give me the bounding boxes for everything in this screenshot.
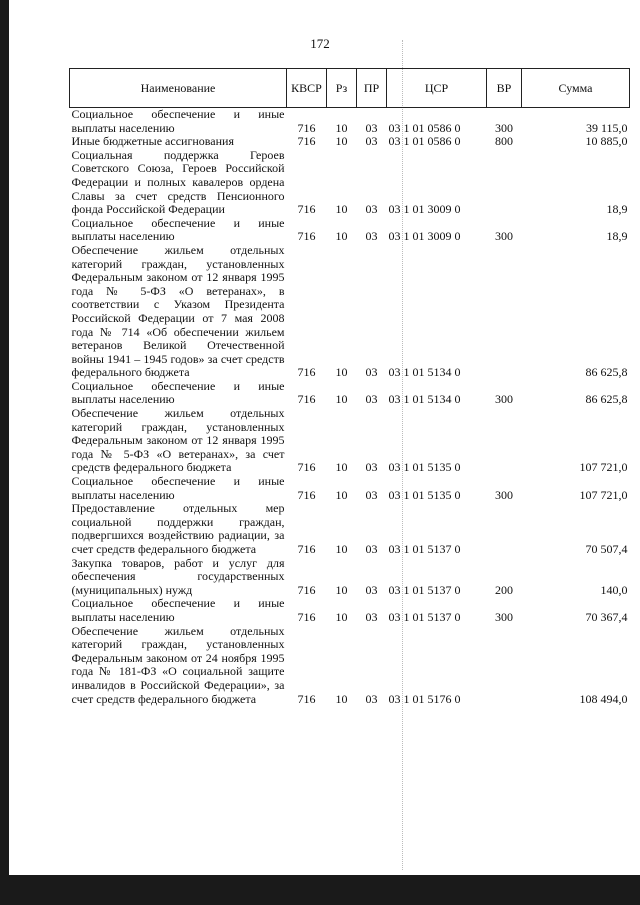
row-sum: 18,9 <box>606 202 628 217</box>
row-csr: 03 1 01 5176 0 <box>388 691 461 706</box>
table-row <box>70 244 630 380</box>
row-name: Социальное обеспечение и иные выплаты населению <box>71 378 285 407</box>
scan-bottom-border <box>0 875 640 905</box>
row-kvsr: 716 <box>297 392 316 407</box>
row-kvsr: 716 <box>297 582 316 597</box>
row-sum: 107 721,0 <box>579 487 628 502</box>
table-row <box>70 135 630 149</box>
row-csr: 03 1 01 5134 0 <box>388 365 461 380</box>
table-row <box>70 108 630 136</box>
row-csr: 03 1 01 5135 0 <box>388 487 461 502</box>
row-csr: 03 1 01 5137 0 <box>388 582 461 597</box>
row-vr <box>487 244 522 380</box>
row-csr: 03 1 01 5137 0 <box>388 542 461 556</box>
row-vr: 300 <box>495 229 513 244</box>
row-rz: 10 <box>335 460 348 475</box>
row-pr: 03 <box>365 392 378 407</box>
header-vr: ВР <box>487 69 522 108</box>
row-vr: 300 <box>495 392 513 407</box>
row-kvsr: 716 <box>297 202 316 217</box>
row-rz: 10 <box>335 134 348 149</box>
table-row <box>70 217 630 244</box>
row-rz: 10 <box>335 392 348 407</box>
row-csr: 03 1 01 3009 0 <box>388 202 461 217</box>
row-rz: 10 <box>335 202 348 217</box>
row-name: Социальная поддержка Героев Советского Союза, Героев Российской Федерации и полных кавалеров ордена Славы за счет средств Пенсионного фонда Российской Федерации <box>71 147 285 217</box>
row-pr: 03 <box>365 202 378 217</box>
header-pr: ПР <box>357 69 387 108</box>
row-vr: 200 <box>495 582 513 597</box>
row-pr: 03 <box>365 460 378 475</box>
table-row <box>70 502 630 556</box>
row-kvsr: 716 <box>297 229 316 244</box>
row-csr: 03 1 01 5135 0 <box>388 460 461 475</box>
header-csr: ЦСР <box>387 69 487 108</box>
row-rz: 10 <box>335 609 348 624</box>
row-name: Обеспечение жильем отдельных категорий граждан, установленных Федеральным законом от 12 января 1995 года № 5-ФЗ «О ветеранах», в соответствии с Указом Президента Российской Федерации от 7 мая 2008 года № 714 «Об обеспечении жильем ветеранов Великой Отечественной войны 1941 – 1945 годов» за счет средств федерального бюджета <box>71 242 285 380</box>
row-rz: 10 <box>335 691 348 706</box>
table-row <box>70 149 630 217</box>
row-kvsr: 716 <box>297 460 316 475</box>
row-kvsr: 716 <box>297 134 316 149</box>
row-sum: 108 494,0 <box>579 691 628 706</box>
row-sum: 86 625,8 <box>585 365 628 380</box>
table-row <box>70 475 630 502</box>
header-name: Наименование <box>70 69 287 108</box>
row-sum: 140,0 <box>600 582 628 597</box>
row-kvsr: 716 <box>297 609 316 624</box>
row-name: Обеспечение жильем отдельных категорий граждан, установленных Федеральным законом от 24 ноября 1995 года № 181-ФЗ «О социальной защите инвалидов в Российской Федерации», за счет средств федерального бюджета <box>71 623 285 706</box>
table-row <box>70 407 630 475</box>
row-csr: 03 1 01 0586 0 <box>388 134 461 149</box>
scan-left-border <box>0 0 9 905</box>
row-pr: 03 <box>365 487 378 502</box>
table-header-row <box>70 69 630 108</box>
row-name: Социальное обеспечение и иные выплаты населению <box>71 215 285 244</box>
header-sum: Сумма <box>522 69 630 108</box>
row-sum: 70 507,4 <box>585 542 628 556</box>
row-name: Закупка товаров, работ и услуг для обеспечения государственных (муниципальных) нужд <box>71 555 285 597</box>
row-pr: 03 <box>365 582 378 597</box>
row-csr: 03 1 01 5137 0 <box>388 609 461 624</box>
row-rz: 10 <box>335 582 348 597</box>
row-rz: 10 <box>335 542 348 556</box>
row-rz: 10 <box>335 365 348 380</box>
row-rz: 10 <box>335 487 348 502</box>
row-sum: 70 367,4 <box>585 609 628 624</box>
row-name: Социальное обеспечение и иные выплаты населению <box>71 107 285 135</box>
row-csr: 03 1 01 3009 0 <box>388 229 461 244</box>
row-pr: 03 <box>365 365 378 380</box>
budget-table <box>69 68 630 706</box>
table-row <box>70 597 630 624</box>
page-number: 172 <box>310 36 330 51</box>
row-kvsr: 716 <box>297 691 316 706</box>
row-vr <box>487 502 522 556</box>
table-row <box>70 625 630 707</box>
row-vr: 300 <box>495 609 513 624</box>
row-pr: 03 <box>365 229 378 244</box>
row-kvsr: 716 <box>297 120 316 135</box>
row-sum: 107 721,0 <box>579 460 628 475</box>
row-vr <box>487 625 522 707</box>
row-pr: 03 <box>365 691 378 706</box>
table-row <box>70 557 630 598</box>
row-vr: 300 <box>495 487 513 502</box>
row-name: Иные бюджетные ассигнования <box>71 134 234 149</box>
row-name: Предоставление отдельных мер социальной поддержки граждан, подвергшихся воздействию радиации, за счет средств федерального бюджета <box>71 501 285 556</box>
header-kvsr: КВСР <box>287 69 327 108</box>
row-csr: 03 1 01 5134 0 <box>388 392 461 407</box>
row-kvsr: 716 <box>297 365 316 380</box>
header-rz: Рз <box>327 69 357 108</box>
row-sum: 18,9 <box>606 229 628 244</box>
row-kvsr: 716 <box>297 487 316 502</box>
row-csr: 03 1 01 0586 0 <box>388 120 461 135</box>
row-kvsr: 716 <box>297 542 316 556</box>
row-vr: 300 <box>495 120 513 135</box>
row-rz: 10 <box>335 229 348 244</box>
row-vr: 800 <box>495 134 513 149</box>
row-pr: 03 <box>365 120 378 135</box>
table-row <box>70 380 630 407</box>
row-vr <box>487 407 522 475</box>
row-pr: 03 <box>365 542 378 556</box>
row-pr: 03 <box>365 609 378 624</box>
row-name: Обеспечение жильем отдельных категорий граждан, установленных Федеральным законом от 12 января 1995 года № 5-ФЗ «О ветеранах», за счет средств федерального бюджета <box>71 406 285 475</box>
row-pr: 03 <box>365 134 378 149</box>
row-sum: 39 115,0 <box>585 120 628 135</box>
row-sum: 10 885,0 <box>585 134 628 149</box>
row-rz: 10 <box>335 120 348 135</box>
row-vr <box>487 149 522 217</box>
row-name: Социальное обеспечение и иные выплаты населению <box>71 596 285 624</box>
row-name: Социальное обеспечение и иные выплаты населению <box>71 474 285 502</box>
row-sum: 86 625,8 <box>585 392 628 407</box>
